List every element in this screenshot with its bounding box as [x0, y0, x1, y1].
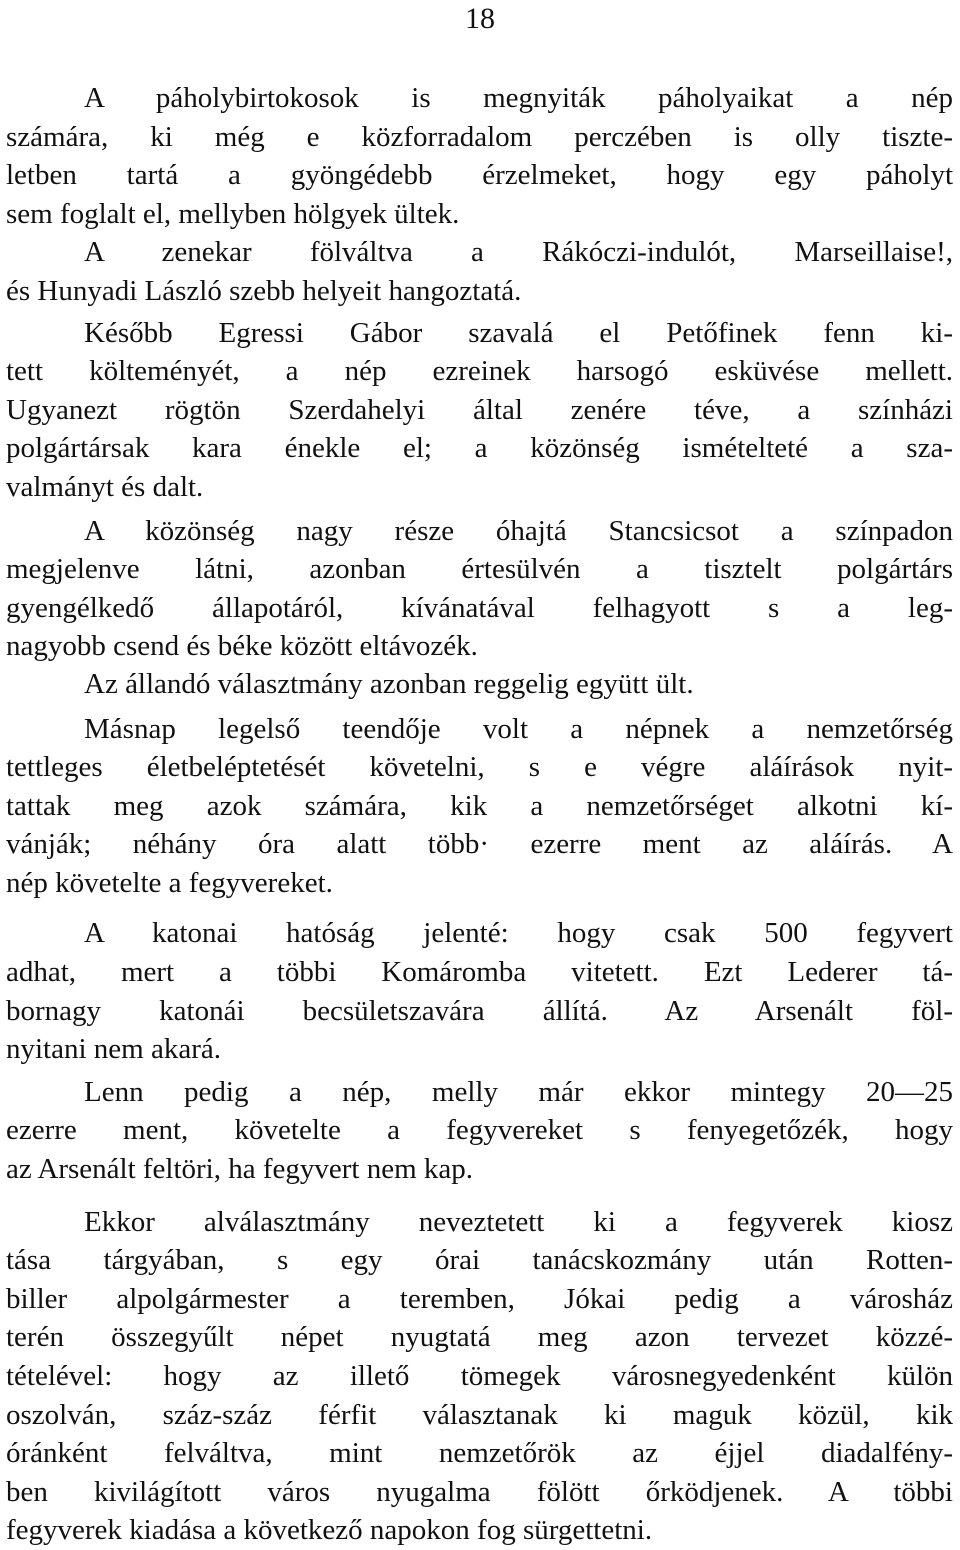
text-line: tett költeményét, a nép ezreinek harsogó esküvése mellett.: [6, 355, 953, 388]
text-line: fegyverek kiadása a következő napokon fog sürgettetni.: [6, 1514, 653, 1547]
text-line: sem foglalt el, mellyben hölgyek ültek.: [6, 197, 460, 230]
paragraph-6: [6, 710, 953, 903]
text-line: oszolván, száz-száz férfit választanak ki maguk közül, kik: [6, 1398, 953, 1431]
text-line: bornagy katonái becsületszavára állítá. Az Arsenált föl-: [6, 994, 953, 1027]
text-line: számára, ki még e közforradalom perczében is olly tiszte-: [6, 120, 953, 153]
text-line: tettleges életbeléptetését követelni, s e végre aláírások nyit-: [6, 751, 953, 784]
paragraph-9: [6, 1203, 953, 1550]
text-line: A közönség nagy része óhajtá Stancsicsot a színpadon: [84, 514, 953, 547]
text-line: letben tartá a gyöngédebb érzelmeket, hogy egy páholyt: [6, 159, 953, 192]
text-line: tételével: hogy az illető tömegek városnegyedenként külön: [6, 1360, 953, 1392]
text-line: nép követelte a fegyvereket.: [6, 866, 333, 899]
text-line: biller alpolgármester a teremben, Jókai pedig a városház: [6, 1282, 953, 1315]
page-number: 18: [465, 2, 495, 35]
text-line: az Arsenált feltöri, ha fegyvert nem kap.: [6, 1153, 474, 1186]
text-line: Ugyanezt rögtön Szerdahelyi által zenére téve, a színházi: [6, 393, 953, 426]
paragraph-3: [6, 314, 953, 507]
text-line: Az állandó választmány azonban reggelig együtt ült.: [84, 667, 694, 700]
text-line: Később Egressi Gábor szavalá el Petőfinek fenn ki-: [84, 316, 953, 349]
document-body: [6, 79, 953, 1550]
text-line: terén összegyűlt népet nyugtatá meg azon tervezet közzé-: [6, 1321, 953, 1354]
text-line: gyengélkedő állapotáról, kívánatával felhagyott s a leg-: [6, 591, 953, 624]
text-line: vánják; néhány óra alatt több· ezerre ment az aláírás. A: [6, 828, 953, 861]
text-line: tattak meg azok számára, kik a nemzetőrséget alkotni kí-: [6, 789, 953, 822]
text-line: Másnap legelső teendője volt a népnek a nemzetőrség: [84, 712, 953, 745]
text-line: A katonai hatóság jelenté: hogy csak 500 fegyvert: [84, 917, 953, 950]
text-line: tása tárgyában, s egy órai tanácskozmány után Rotten-: [6, 1244, 953, 1277]
paragraph-2: [6, 233, 953, 310]
text-line: valmányt és dalt.: [6, 470, 204, 503]
paragraph-1: [6, 79, 953, 233]
paragraph-4: [6, 512, 953, 666]
paragraph-7: [6, 914, 953, 1068]
text-line: adhat, mert a többi Komáromba vitetett. Ezt Lederer tá-: [6, 956, 953, 989]
text-line: Lenn pedig a nép, melly már ekkor mintegy 20—25: [84, 1075, 953, 1108]
text-line: polgártársak kara énekle el; a közönség ismételteté a sza-: [6, 432, 953, 465]
paragraph-8: [6, 1073, 953, 1189]
text-line: A zenekar fölváltva a Rákóczi-indulót, Marseillaise!,: [84, 236, 953, 269]
text-line: nagyobb csend és béke között eltávozék.: [6, 630, 478, 663]
text-line: A páholybirtokosok is megnyiták páholyaikat a nép: [84, 82, 953, 114]
text-line: és Hunyadi László szebb helyeit hangoztatá.: [6, 274, 522, 307]
text-line: óránként felváltva, mint nemzetőrök az éjjel diadalfény-: [6, 1437, 953, 1470]
text-line: ezerre ment, követelte a fegyvereket s fenyegetőzék, hogy: [6, 1114, 953, 1147]
text-line: nyitani nem akará.: [6, 1033, 221, 1066]
text-line: megjelenve látni, azonban értesülvén a tisztelt polgártárs: [6, 553, 953, 586]
paragraph-5: [6, 665, 953, 704]
text-line: ben kivilágított város nyugalma fölött őrködjenek. A többi: [6, 1475, 953, 1508]
text-line: Ekkor alválasztmány neveztetett ki a fegyverek kiosz: [84, 1205, 953, 1238]
